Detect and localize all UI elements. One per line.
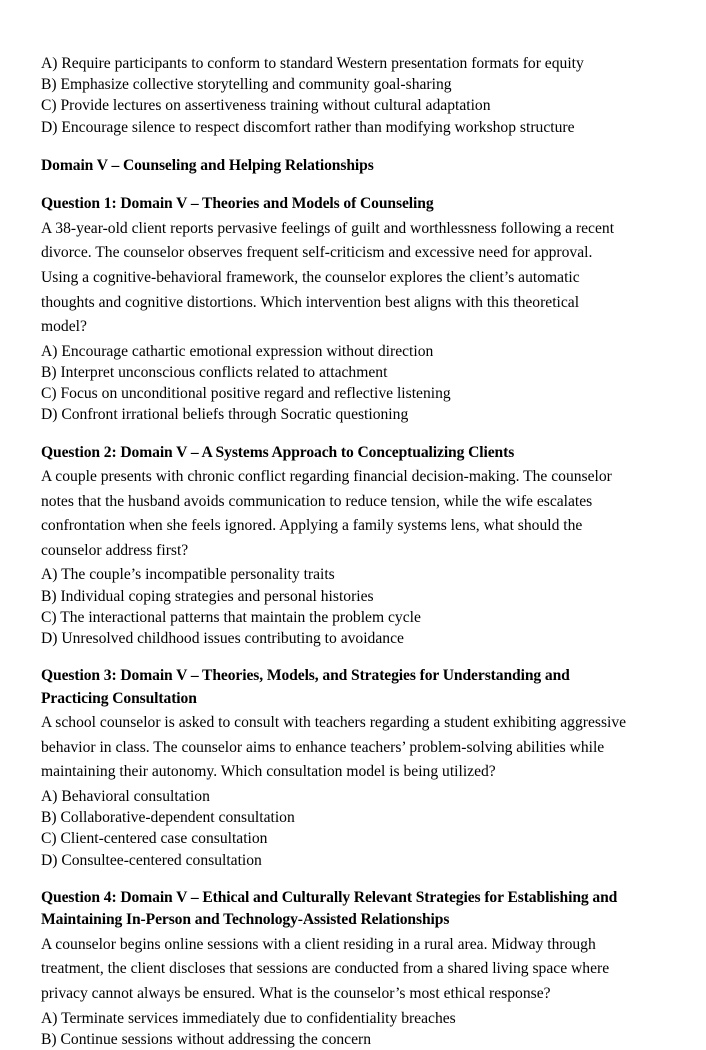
option-line: C) Client-centered case consultation bbox=[41, 830, 268, 848]
stem-line: A counselor begins online sessions with a client residing in a rural area. Midway through bbox=[41, 935, 596, 953]
domain-heading: Domain V – Counseling and Helping Relationships bbox=[41, 156, 374, 174]
options-list bbox=[41, 341, 665, 426]
stem-line: confrontation when she feels ignored. Applying a family systems lens, what should the bbox=[41, 517, 583, 535]
option-line: D) Confront irrational beliefs through Socratic questioning bbox=[41, 406, 409, 424]
question-heading-line: Maintaining In-Person and Technology-Assisted Relationships bbox=[41, 911, 450, 929]
option-line: B) Continue sessions without addressing the concern bbox=[41, 1030, 372, 1048]
stem-line: divorce. The counselor observes frequent self-criticism and excessive need for approval. bbox=[41, 244, 593, 262]
question-stem bbox=[41, 933, 665, 1007]
stem-line: behavior in class. The counselor aims to enhance teachers’ problem-solving abilities while bbox=[41, 738, 605, 756]
stem-line: notes that the husband avoids communication to reduce tension, while the wife escalates bbox=[41, 492, 593, 510]
carryover-options-list bbox=[41, 53, 665, 138]
option-line: D) Consultee-centered consultation bbox=[41, 851, 262, 869]
option-line: C) Provide lectures on assertiveness training without cultural adaptation bbox=[41, 97, 491, 115]
stem-line: A school counselor is asked to consult with teachers regarding a student exhibiting aggressive bbox=[41, 714, 627, 732]
question-heading-line: Question 4: Domain V – Ethical and Culturally Relevant Strategies for Establishing and bbox=[41, 888, 618, 906]
stem-line: maintaining their autonomy. Which consultation model is being utilized? bbox=[41, 763, 496, 781]
stem-line: thoughts and cognitive distortions. Which intervention best aligns with this theoretical bbox=[41, 293, 580, 311]
question-heading-line: Question 3: Domain V – Theories, Models, and Strategies for Understanding and bbox=[41, 667, 570, 685]
option-line: B) Individual coping strategies and personal histories bbox=[41, 587, 374, 605]
stem-line: treatment, the client discloses that sessions are conducted from a shared living space where bbox=[41, 960, 610, 978]
question-block bbox=[41, 193, 665, 425]
options-list bbox=[41, 1008, 665, 1050]
option-line: C) Focus on unconditional positive regard and reflective listening bbox=[41, 385, 451, 403]
question-heading-line: Question 1: Domain V – Theories and Models of Counseling bbox=[41, 195, 434, 213]
option-line: D) Unresolved childhood issues contributing to avoidance bbox=[41, 630, 404, 648]
stem-line: A couple presents with chronic conflict regarding financial decision-making. The counselor bbox=[41, 468, 612, 486]
stem-line: Using a cognitive-behavioral framework, the counselor explores the client’s automatic bbox=[41, 269, 580, 286]
stem-line: privacy cannot always be ensured. What is the counselor’s most ethical response? bbox=[41, 985, 551, 1003]
option-line: B) Interpret unconscious conflicts related to attachment bbox=[41, 363, 388, 381]
option-line: A) Require participants to conform to standard Western presentation formats for equity bbox=[41, 55, 584, 72]
stem-line: A 38-year-old client reports pervasive feelings of guilt and worthlessness following a recent bbox=[41, 219, 615, 237]
option-line: A) Terminate services immediately due to confidentiality breaches bbox=[41, 1009, 456, 1027]
option-line: B) Collaborative-dependent consultation bbox=[41, 809, 295, 827]
question-block bbox=[41, 442, 665, 650]
option-line: A) Encourage cathartic emotional expression without direction bbox=[41, 342, 434, 360]
document-body bbox=[41, 53, 665, 1050]
question-block bbox=[41, 887, 665, 1050]
options-list bbox=[41, 564, 665, 649]
question-heading-line: Practicing Consultation bbox=[41, 689, 197, 707]
question-stem bbox=[41, 217, 665, 340]
option-line: A) The couple’s incompatible personality traits bbox=[41, 566, 335, 584]
stem-line: counselor address first? bbox=[41, 541, 189, 559]
question-stem bbox=[41, 711, 665, 785]
option-line: D) Encourage silence to respect discomfort rather than modifying workshop structure bbox=[41, 118, 575, 136]
question-heading-line: Question 2: Domain V – A Systems Approach to Conceptualizing Clients bbox=[41, 443, 515, 461]
question-stem bbox=[41, 465, 665, 563]
option-line: A) Behavioral consultation bbox=[41, 788, 210, 806]
option-line: C) The interactional patterns that maintain the problem cycle bbox=[41, 608, 421, 626]
question-block bbox=[41, 665, 665, 871]
stem-line: model? bbox=[41, 318, 87, 336]
options-list bbox=[41, 786, 665, 871]
option-line: B) Emphasize collective storytelling and community goal-sharing bbox=[41, 76, 452, 94]
